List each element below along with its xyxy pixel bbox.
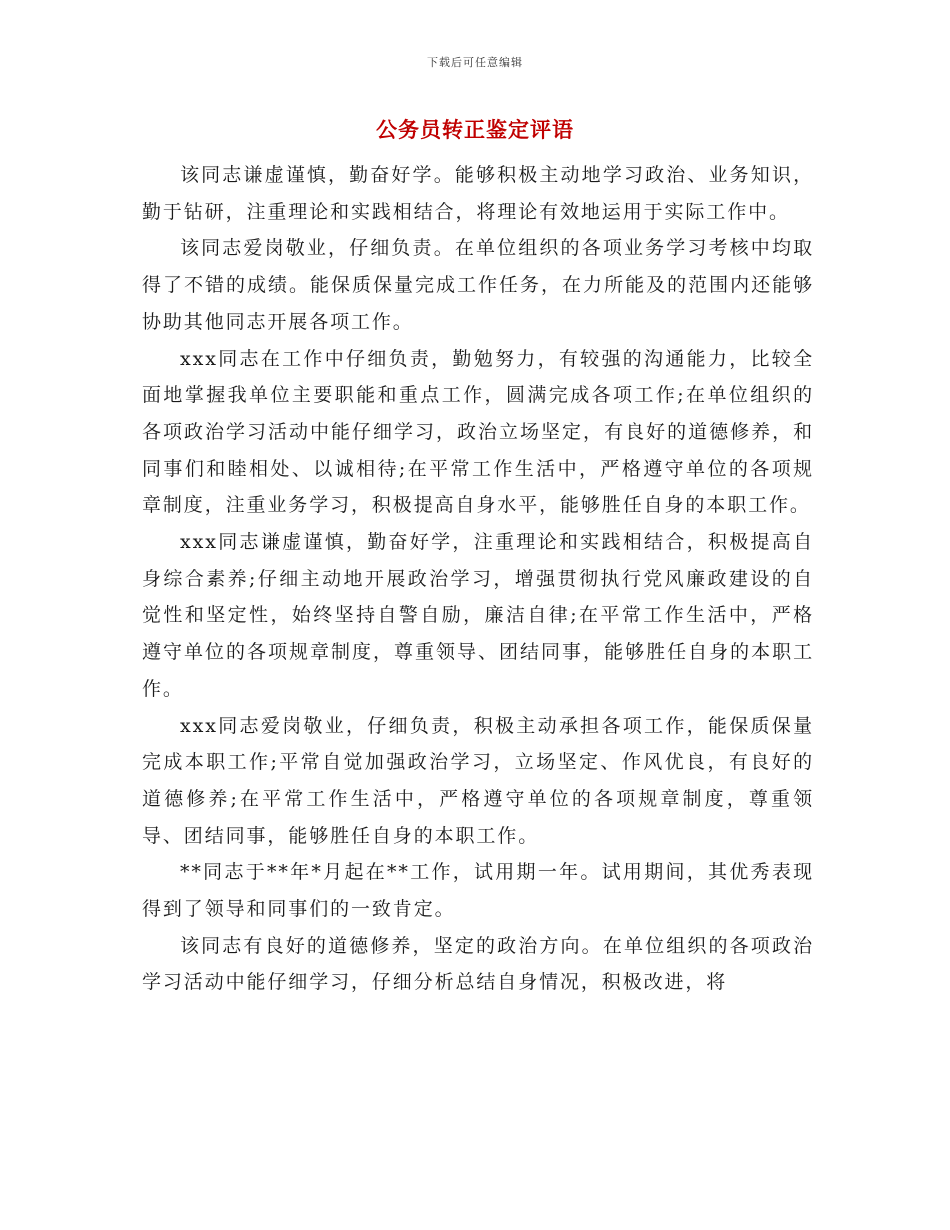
header-note: 下载后可任意编辑: [427, 56, 523, 69]
document-title: 公务员转正鉴定评语: [376, 117, 574, 142]
paragraph-4: xxx同志谦虚谨慎，勤奋好学，注重理论和实践相结合，积极提高自身综合素养;仔细主动地开展政治学习，增强贯彻执行党风廉政建设的自觉性和坚定性，始终坚持自警自励，廉洁自律;在平常工作生活中，严格遵守单位的各项规章制度，尊重领导、团结同事，能够胜任自身的本职工作。: [142, 531, 814, 700]
paragraph-2: 该同志爱岗敬业，仔细负责。在单位组织的各项业务学习考核中均取得了不错的成绩。能保质保量完成工作任务，在力所能及的范围内还能够协助其他同志开展各项工作。: [142, 237, 814, 333]
paragraph-3: xxx同志在工作中仔细负责，勤勉努力，有较强的沟通能力，比较全面地掌握我单位主要职能和重点工作，圆满完成各项工作;在单位组织的各项政治学习活动中能仔细学习，政治立场坚定，有良好的道德修养，和同事们和睦相处、以诚相待;在平常工作生活中，严格遵守单位的各项规章制度，注重业务学习，积极提高自身水平，能够胜任自身的本职工作。: [142, 347, 814, 517]
paragraph-5: xxx同志爱岗敬业，仔细负责，积极主动承担各项工作，能保质保量完成本职工作;平常自觉加强政治学习，立场坚定、作风优良，有良好的道德修养;在平常工作生活中，严格遵守单位的各项规章制度，尊重领导、团结同事，能够胜任自身的本职工作。: [142, 714, 814, 847]
paragraph-6: **同志于**年*月起在**工作，试用期一年。试用期间，其优秀表现得到了领导和同事们的一致肯定。: [142, 861, 814, 921]
paragraph-1: 该同志谦虚谨慎，勤奋好学。能够积极主动地学习政治、业务知识，勤于钻研，注重理论和实践相结合，将理论有效地运用于实际工作中。: [142, 164, 814, 223]
paragraph-7: 该同志有良好的道德修养，坚定的政治方向。在单位组织的各项政治学习活动中能仔细学习，仔细分析总结自身情况，积极改进，将: [142, 934, 814, 994]
document-body: [142, 157, 814, 1001]
